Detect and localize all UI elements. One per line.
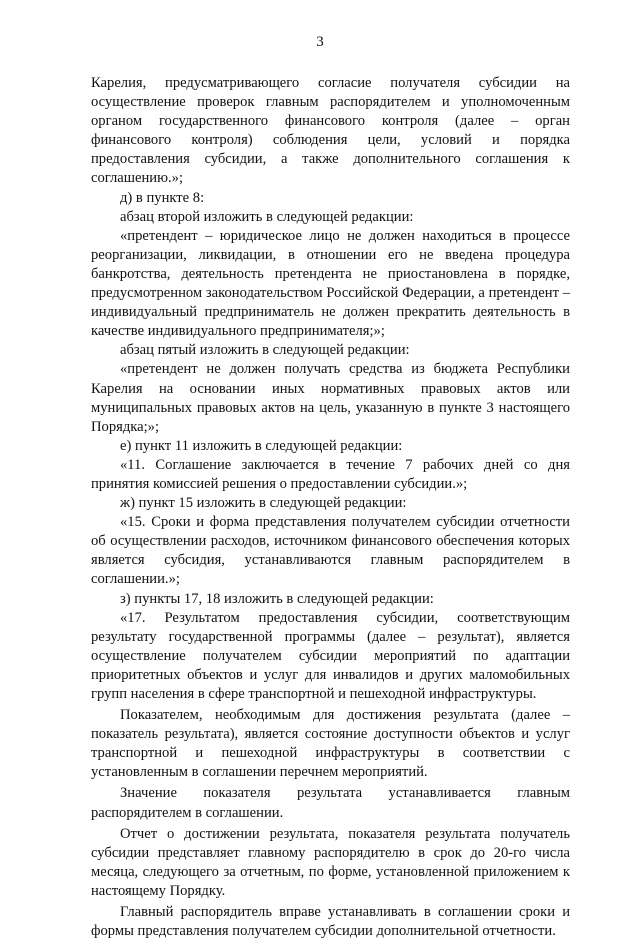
page-number: 3 <box>316 34 324 50</box>
paragraph: «претендент – юридическое лицо не должен находиться в процессе реорганизации, ликвидации, в отношении его не введена процедура банкротства, деятельность претендента не приостановлена в порядке, предусмотренном законодательством Российской Федерации, а претендент – индивидуальный предприниматель не должен прекратить деятельность в качестве индивидуального предпринимателя;»; <box>91 227 570 340</box>
paragraph: «17. Результатом предоставления субсидии, соответствующим результату государственной программы (далее – результат), является осуществление получателем субсидии мероприятий по адаптации приоритетных объектов и услуг для инвалидов и других маломобильных групп населения в сфере транспортной и пешеходной инфраструктуры. <box>91 609 570 702</box>
paragraph: Отчет о достижении результата, показателя результата получатель субсидии представляет главному распорядителю в срок до 20-го числа месяца, следующего за отчетным, по форме, установленной приложением к настоящему Порядку. <box>91 825 570 899</box>
paragraph: е) пункт 11 изложить в следующей редакции: <box>120 437 403 454</box>
paragraph: Главный распорядитель вправе устанавливать в соглашении сроки и формы представления получателем субсидии дополнительной отчетности. <box>91 904 570 940</box>
paragraph: «11. Соглашение заключается в течение 7 рабочих дней со дня принятия комиссией решения о предоставлении субсидии.»; <box>91 456 570 492</box>
paragraph: Значение показателя результата устанавливается главным распорядителем в соглашении. <box>91 785 570 821</box>
paragraph: Показателем, необходимым для достижения результата (далее – показатель результата), является состояние доступности объектов и услуг транспортной и пешеходной инфраструктуры в соответствии с установленным в соглашении перечнем мероприятий. <box>91 707 570 781</box>
paragraph: абзац второй изложить в следующей редакции: <box>120 208 414 225</box>
paragraph: з) пункты 17, 18 изложить в следующей редакции: <box>120 590 434 607</box>
paragraph: «15. Сроки и форма представления получателем субсидии отчетности об осуществлении расходов, источником финансового обеспечения которых является субсидия, устанавливаются главным распорядителем в соглашении.»; <box>91 514 570 588</box>
paragraph: абзац пятый изложить в следующей редакции: <box>120 342 410 359</box>
paragraph: «претендент не должен получать средства из бюджета Республики Карелия на основании иных нормативных правовых актов или муниципальных правовых актов на цель, указанную в пункте 3 настоящего Порядка;»; <box>91 361 570 435</box>
paragraph: ж) пункт 15 изложить в следующей редакции: <box>120 495 407 512</box>
document-body <box>91 74 570 941</box>
paragraph: Карелия, предусматривающего согласие получателя субсидии на осуществление проверок главным распорядителем и уполномоченным органом государственного финансового контроля (далее – орган финансового контроля) соблюдения цели, условий и порядка предоставления субсидии, а также дополнительного соглашения к соглашению.»; <box>91 75 570 187</box>
paragraph: д) в пункте 8: <box>120 189 205 206</box>
